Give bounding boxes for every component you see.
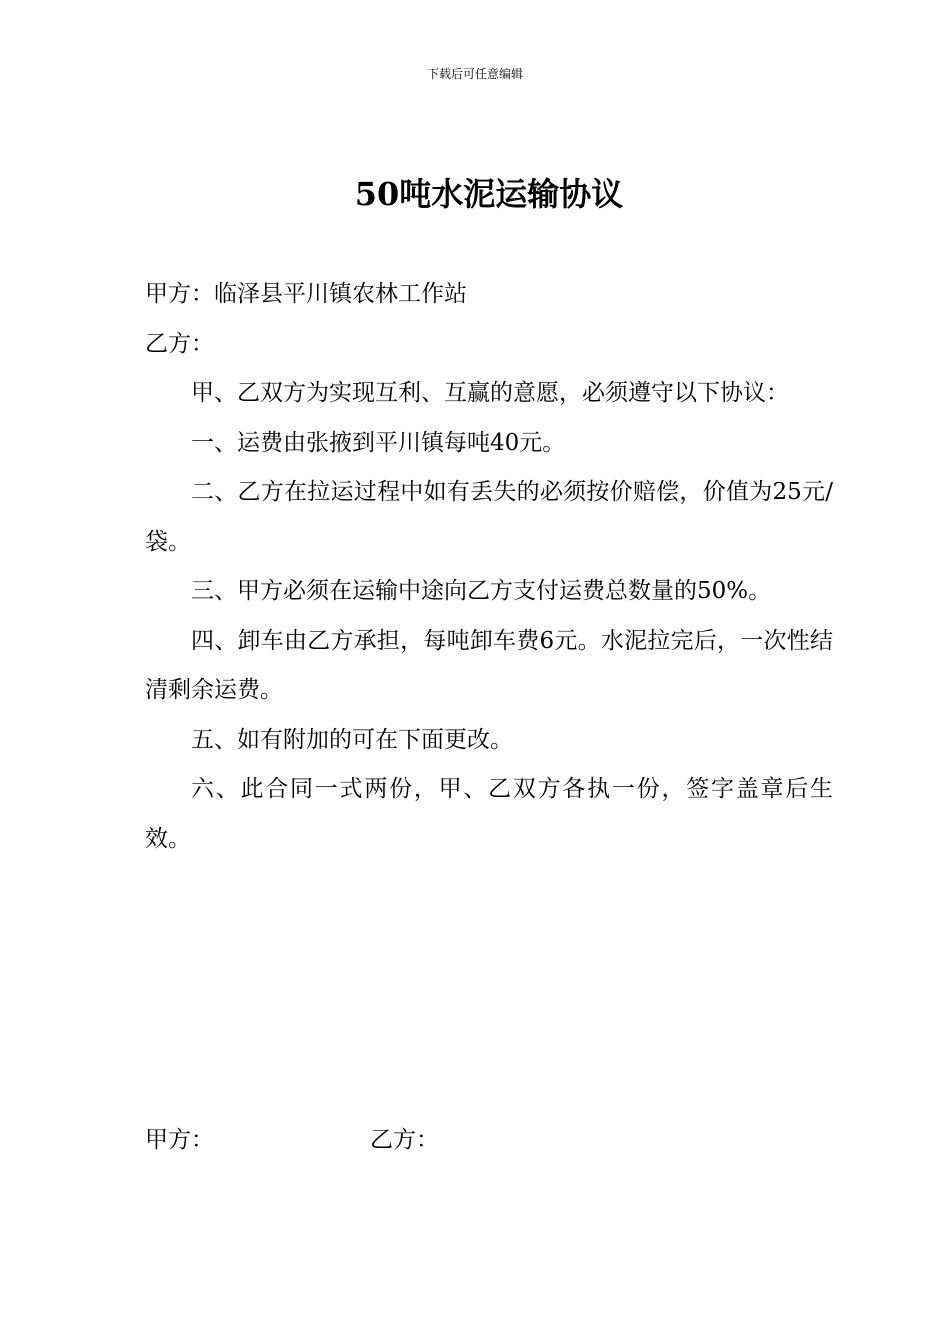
paragraph-clause-6: 六、此合同一式两份，甲、乙双方各执一份，签字盖章后生效。 bbox=[145, 776, 833, 852]
header-note: 下载后可任意编辑 bbox=[426, 67, 523, 81]
paragraph-intro: 甲、乙双方为实现互利、互赢的意愿，必须遵守以下协议： bbox=[191, 380, 789, 406]
paragraph-clause-1: 一、运费由张掖到平川镇每吨40元。 bbox=[191, 429, 566, 456]
party-a-signature-label: 甲方： bbox=[145, 1127, 214, 1153]
paragraph-clause-5: 五、如有附加的可在下面更改。 bbox=[191, 726, 513, 753]
paragraph-clause-4: 四、卸车由乙方承担，每吨卸车费6元。水泥拉完后，一次性结清剩余运费。 bbox=[145, 627, 833, 703]
party-a-line: 甲方：临泽县平川镇农林工作站 bbox=[145, 281, 467, 307]
signature-area bbox=[145, 1116, 833, 1166]
paragraph-clause-3: 三、甲方必须在运输中途向乙方支付运费总数量的50%。 bbox=[191, 578, 772, 604]
paragraph-clause-2: 二、乙方在拉运过程中如有丢失的必须按价赔偿，价值为25元/袋。 bbox=[145, 479, 833, 555]
document-body bbox=[145, 270, 833, 864]
document-title: 50吨水泥运输协议 bbox=[354, 175, 624, 213]
party-b-line: 乙方： bbox=[145, 330, 214, 357]
party-b-signature-label: 乙方： bbox=[370, 1127, 439, 1153]
